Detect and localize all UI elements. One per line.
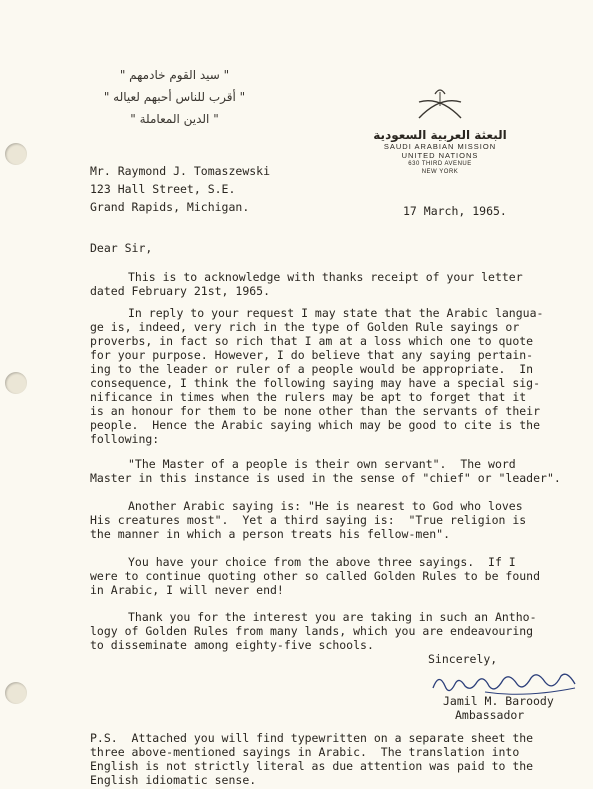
crossed-swords-emblem-icon [415,88,465,128]
paragraph-line: Thank you for the interest you are taking in such an Antho- [128,610,537,624]
letterhead-arabic: البعثة العربية السعودية [373,128,507,142]
paragraph-line: You have your choice from the above three sayings. If I [128,555,516,569]
paragraph-line: consequence, I think the following saying may have a special sig- [90,376,541,390]
paragraph-line: is an honour for them to be none other than the servants of their [90,404,541,418]
postscript-line: English idiomatic sense. [90,773,257,787]
paragraph-line: in Arabic, I will never end! [90,583,284,597]
closing: Sincerely, [428,652,498,666]
arabic-note-line: " الدين المعاملة " [130,112,219,126]
paragraph-line: were to continue quoting other so called Golden Rules to be found [90,569,541,583]
letterhead-mission: SAUDI ARABIAN MISSION [383,142,497,151]
postscript-line: three above-mentioned sayings in Arabic. The translation into [90,745,520,759]
paragraph-line: nificance in times when the rulers may be apt to forget that it [90,390,527,404]
paragraph-line: In reply to your request I may state that the Arabic langua- [128,306,544,320]
paragraph-line: ing to the leader or ruler of a people would be appropriate. In [90,362,534,376]
letterhead-address: 630 THIRD AVENUE [408,161,472,167]
recipient-street: 123 Hall Street, S.E. [90,182,236,196]
handwritten-arabic-note [92,64,257,130]
signatory-name: Jamil M. Baroody [443,694,554,708]
arabic-note-line: " سيد القوم خادمهم " [119,68,230,82]
paragraph-line: following: [90,432,160,446]
paragraph-line: the manner in which a person treats his fellow-men". [90,527,451,541]
salutation: Dear Sir, [90,241,153,255]
paragraph-line: for your purpose. However, I do believe that any saying pertain- [90,348,534,362]
letterhead-city: NEW YORK [421,169,459,175]
postscript-line: P.S. Attached you will find typewritten on a separate sheet the [90,731,534,745]
paragraph-line: "The Master of a people is their own servant". The word [128,457,516,471]
letter-date: 17 March, 1965. [403,204,507,218]
paragraph-line: His creatures most". Yet a third saying is: "True religion is [90,513,527,527]
paragraph-line: This is to acknowledge with thanks receipt of your letter [128,270,523,284]
paragraph-line: Another Arabic saying is: "He is nearest to God who loves [128,499,523,513]
paragraph-line: Master in this instance is used in the sense of "chief" or "leader". [90,471,561,485]
paragraph-line: logy of Golden Rules from many lands, which you are endeavouring [90,624,534,638]
arabic-note-line: " أقرب للناس أحبهم لعياله " [103,90,246,104]
paragraph-line: ge is, indeed, very rich in the type of Golden Rule sayings or [90,320,520,334]
punch-hole [5,143,27,165]
letterhead-org: UNITED NATIONS [401,151,479,160]
punch-hole [5,372,27,394]
recipient-city: Grand Rapids, Michigan. [90,200,250,214]
paragraph-line: people. Hence the Arabic saying which may be good to cite is the [90,418,541,432]
recipient-name: Mr. Raymond J. Tomaszewski [90,164,271,178]
letterhead [355,88,525,176]
paragraph-line: to disseminate among eighty-five schools. [90,638,374,652]
punch-hole [5,682,27,704]
signatory-title: Ambassador [455,708,525,722]
paragraph-line: dated February 21st, 1965. [90,284,271,298]
postscript-line: English is not strictly literal as due attention was paid to the [90,759,534,773]
paragraph-line: proverbs, in fact so rich that I am at a loss which one to quote [90,334,534,348]
